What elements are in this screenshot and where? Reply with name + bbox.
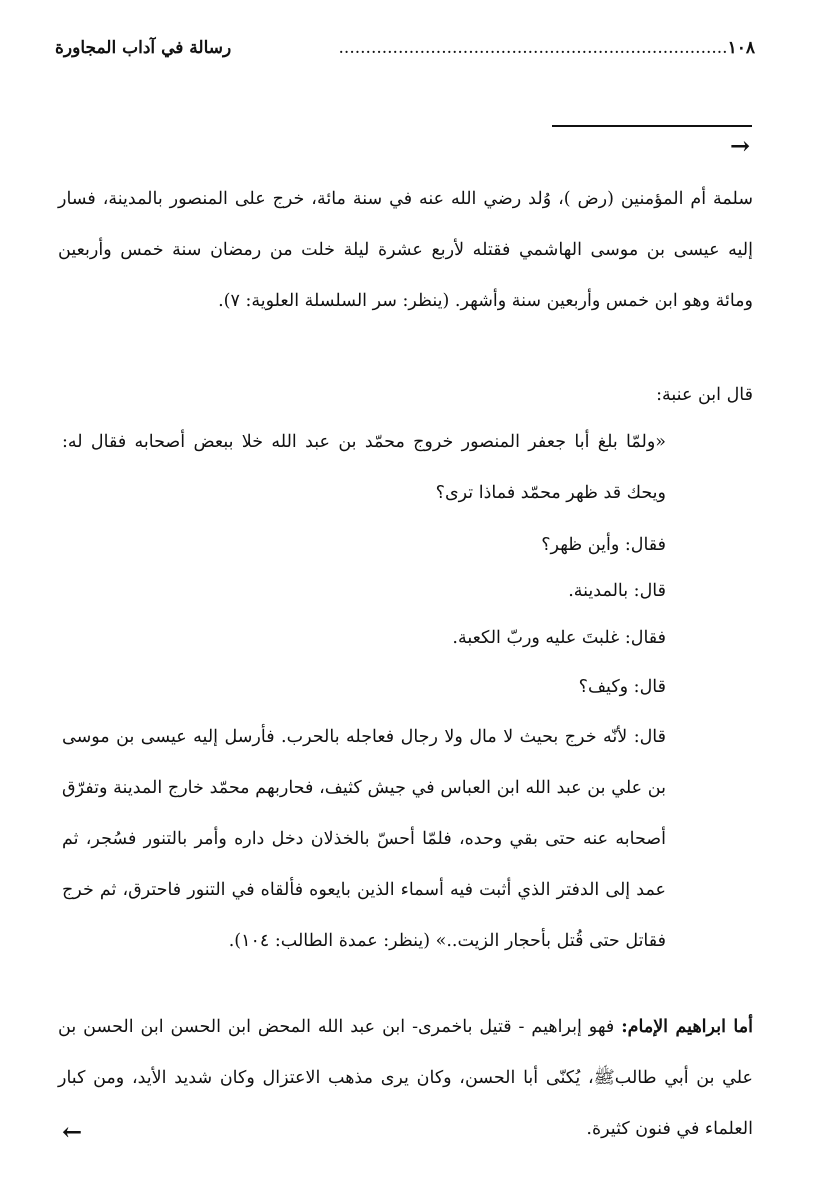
page-number: ١٠٨........................................................................ — [338, 38, 755, 58]
body-text: فهو إبراهيم - قتيل باخمرى- ابن عبد الله المحض ابن الحسن ابن الحسن بن علي بن أبي طالبﷺ، يُكنّى أبا الحسن، وكان يرى مذهب الاعتزال وكان شديد الأيد، ومن كبار العلماء في فنون كثيرة. — [58, 1017, 753, 1139]
quote-paragraph-1: «ولمّا بلغ أبا جعفر المنصور خروج محمّد بن عبد الله خلا ببعض أصحابه فقال له: ويحك قد ظهر محمّد فماذا ترى؟ — [62, 432, 666, 503]
footnote-paragraph: سلمة أم المؤمنين (رض )، وُلد رضي الله عنه في سنة مائة، خرج على المنصور بالمدينة، فسار إليه عيسى بن موسى الهاشمي فقتله لأربع عشرة ليلة خلت من رمضان سنة خمس وأربعين ومائة وهو ابن خمس وأربعين سنة وأشهر. (ينظر: سر السلسلة العلوية: ٧). — [58, 189, 753, 311]
quote-paragraph-3: قال: بالمدينة. — [568, 581, 666, 601]
quote-paragraph-2: فقال: وأين ظهر؟ — [541, 535, 666, 555]
body-paragraph-ibrahim — [58, 1002, 753, 1155]
quote-paragraph-6: قال: لأنّه خرج بحيث لا مال ولا رجال فعاجله بالحرب. فأرسل إليه عيسى بن موسى بن علي بن عبد الله ابن العباس في جيش كثيف، فحاربهم محمّد خارج المدينة وتفرّق أصحابه عنه حتى بقي وحده، فلمّا أحسّ بالخذلان دخل داره وأمر بالتنور فسُجر، ثم عمد إلى الدفتر الذي أثبت فيه أسماء الذين بايعوه فألقاه في التنور فاحترق، ثم خرج فقاتل حتى قُتل بأحجار الزيت..» (ينظر: عمدة الطالب: ١٠٤). — [62, 727, 666, 951]
continuation-arrow-icon-bottom: ← — [62, 1117, 83, 1146]
quote-paragraph-5: قال: وكيف؟ — [578, 677, 666, 697]
ibn-inaba-label: قال ابن عنبة: — [656, 385, 753, 405]
body-lead-bold: أما ابراهيم الإمام: — [621, 1017, 753, 1037]
quote-paragraph-4: فقال: غلبتَ عليه وربّ الكعبة. — [452, 628, 666, 648]
running-title: رسالة في آداب المجاورة — [55, 38, 232, 58]
running-header — [55, 30, 755, 66]
continuation-arrow-icon: → — [730, 131, 751, 160]
footnote-separator-rule — [552, 125, 752, 127]
